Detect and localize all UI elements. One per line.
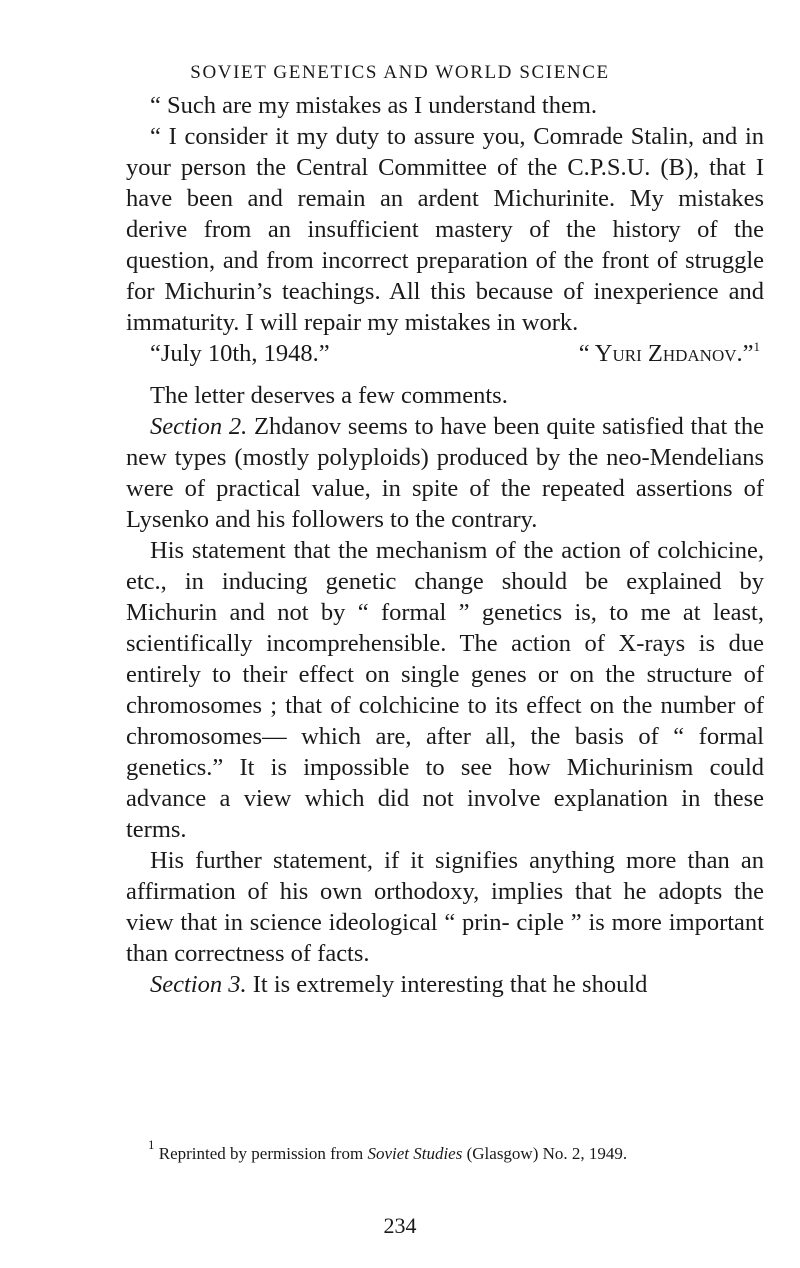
footnote-mark: 1 bbox=[148, 1137, 155, 1152]
footnote-reference: 1 bbox=[753, 339, 760, 354]
footnote-source: Soviet Studies bbox=[367, 1144, 463, 1163]
letter-paragraph-2: “ I consider it my duty to assure you, Comrade Stalin, and in your person the Central Committee of the C.P.S.U. (B), that I have been and remain an ardent Michurinite. My mistakes derive from an insufficient mastery of the history of the question, and from incorrect preparation of the front of struggle for Michurin’s teachings. All this because of inexperience and immaturity. I will repair my mistakes in work. bbox=[126, 123, 764, 336]
letter-signature-block bbox=[579, 338, 760, 369]
letter-closing bbox=[126, 338, 764, 369]
letter-paragraph-1: “ Such are my mistakes as I understand them. bbox=[150, 92, 598, 119]
footnote-text-after: (Glasgow) No. 2, 1949. bbox=[462, 1144, 628, 1163]
footnote bbox=[126, 1137, 764, 1165]
letter-date: “July 10th, 1948.” bbox=[150, 340, 330, 367]
running-head: SOVIET GENETICS AND WORLD SCIENCE bbox=[190, 62, 610, 83]
section-2-label: Section 2. bbox=[150, 413, 248, 440]
page-number: 234 bbox=[383, 1213, 417, 1238]
footnote-text bbox=[126, 1137, 764, 1165]
section-3-paragraph bbox=[126, 969, 764, 1000]
footnote-text-before: Reprinted by permission from bbox=[154, 1144, 368, 1163]
page-body bbox=[126, 90, 764, 1000]
section-3-text: It is extremely interesting that he should bbox=[246, 971, 648, 998]
section-2-text: Zhdanov seems to have been quite satisfied that the new types (mostly polyploids) produced by the neo-Mendelians were of practical value, in spite of the repeated assertions of Lysenko and his followers to the contrary. bbox=[126, 413, 764, 533]
section-3-label: Section 3. bbox=[150, 971, 247, 998]
further-statement-paragraph: His further statement, if it signifies anything more than an affirmation of his own orthodoxy, implies that he adopts the view that in science ideological “ prin- ciple ” is more important than correctness of facts. bbox=[126, 847, 764, 967]
statement-paragraph: His statement that the mechanism of the action of colchicine, etc., in inducing genetic change should be explained by Michurin and not by “ formal ” genetics is, to me at least, scientifically incomprehensible. The action of X-rays is due entirely to their effect on single genes or on the structure of chromosomes ; that of colchicine to its effect on the number of chromosomes— which are, after all, the basis of “ formal genetics.” It is impossible to see how Michurinism could advance a view which did not involve explanation in these terms. bbox=[126, 537, 764, 843]
letter-signature: “ Yuri Zhdanov.” bbox=[578, 340, 754, 367]
commentary-intro: The letter deserves a few comments. bbox=[150, 382, 508, 409]
section-2-paragraph bbox=[126, 411, 764, 535]
